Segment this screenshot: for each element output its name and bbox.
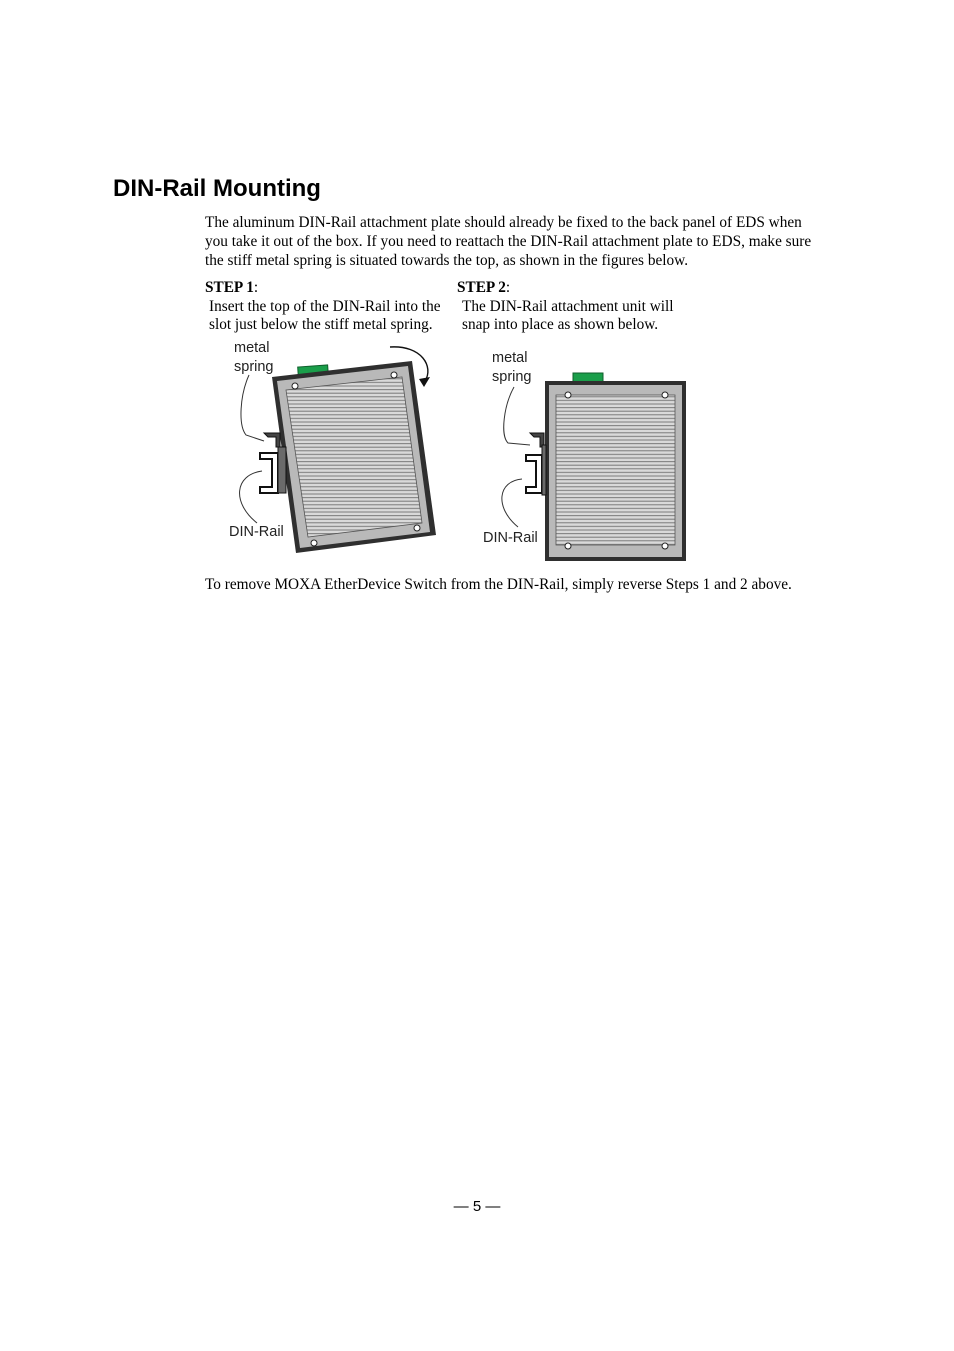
step-1-line-2: slot just below the stiff metal spring. <box>209 316 433 333</box>
intro-line-2: you take it out of the box. If you need to reattach the DIN-Rail attachment plate to EDS, make sure <box>205 233 812 250</box>
step-2-spring-leader <box>504 387 530 445</box>
step-2-rail-leader <box>502 479 522 527</box>
intro-line-1: The aluminum DIN-Rail attachment plate should already be fixed to the back panel of EDS when <box>205 214 802 231</box>
step-2-din-rail-icon <box>526 433 546 495</box>
step-2-text <box>462 298 674 334</box>
step-2-line-2: snap into place as shown below. <box>462 316 659 333</box>
step-1-device-icon <box>272 361 436 553</box>
step-2-spring-label-line-1: metal <box>492 350 528 366</box>
step-1-spring-label-line-2: spring <box>234 359 274 375</box>
page-number: — 5 — <box>453 1198 501 1215</box>
step-2-colon: : <box>505 279 511 296</box>
step-1-colon: : <box>253 279 259 296</box>
step-2-figure <box>480 335 690 565</box>
step-1-rail-leader <box>240 471 262 523</box>
step-1-label <box>205 278 258 297</box>
step-1-spring-label-line-1: metal <box>234 340 270 356</box>
step-2-label <box>457 278 510 297</box>
step-2-rail-label: DIN-Rail <box>483 530 538 546</box>
step-2-spring-label-line-2: spring <box>492 369 532 385</box>
removal-note: To remove MOXA EtherDevice Switch from the DIN-Rail, simply reverse Steps 1 and 2 above. <box>205 576 792 593</box>
page-heading: DIN-Rail Mounting <box>113 175 321 202</box>
step-1-arrowhead-icon <box>419 377 430 387</box>
step-1-text <box>209 298 441 334</box>
step-2-connector-icon <box>573 373 603 382</box>
step-1-title: STEP 1 <box>205 279 254 296</box>
step-1-spring-leader <box>241 375 264 441</box>
step-1-line-1: Insert the top of the DIN-Rail into the <box>209 298 441 315</box>
step-1-figure <box>222 335 450 565</box>
step-1-rail-label: DIN-Rail <box>229 524 284 540</box>
intro-line-3: the stiff metal spring is situated towards the top, as shown in the figures below. <box>205 252 689 269</box>
step-2-title: STEP 2 <box>457 279 506 296</box>
step-2-line-1: The DIN-Rail attachment unit will <box>462 298 674 315</box>
step-2-device-icon <box>545 381 686 561</box>
intro-paragraph <box>205 213 850 270</box>
